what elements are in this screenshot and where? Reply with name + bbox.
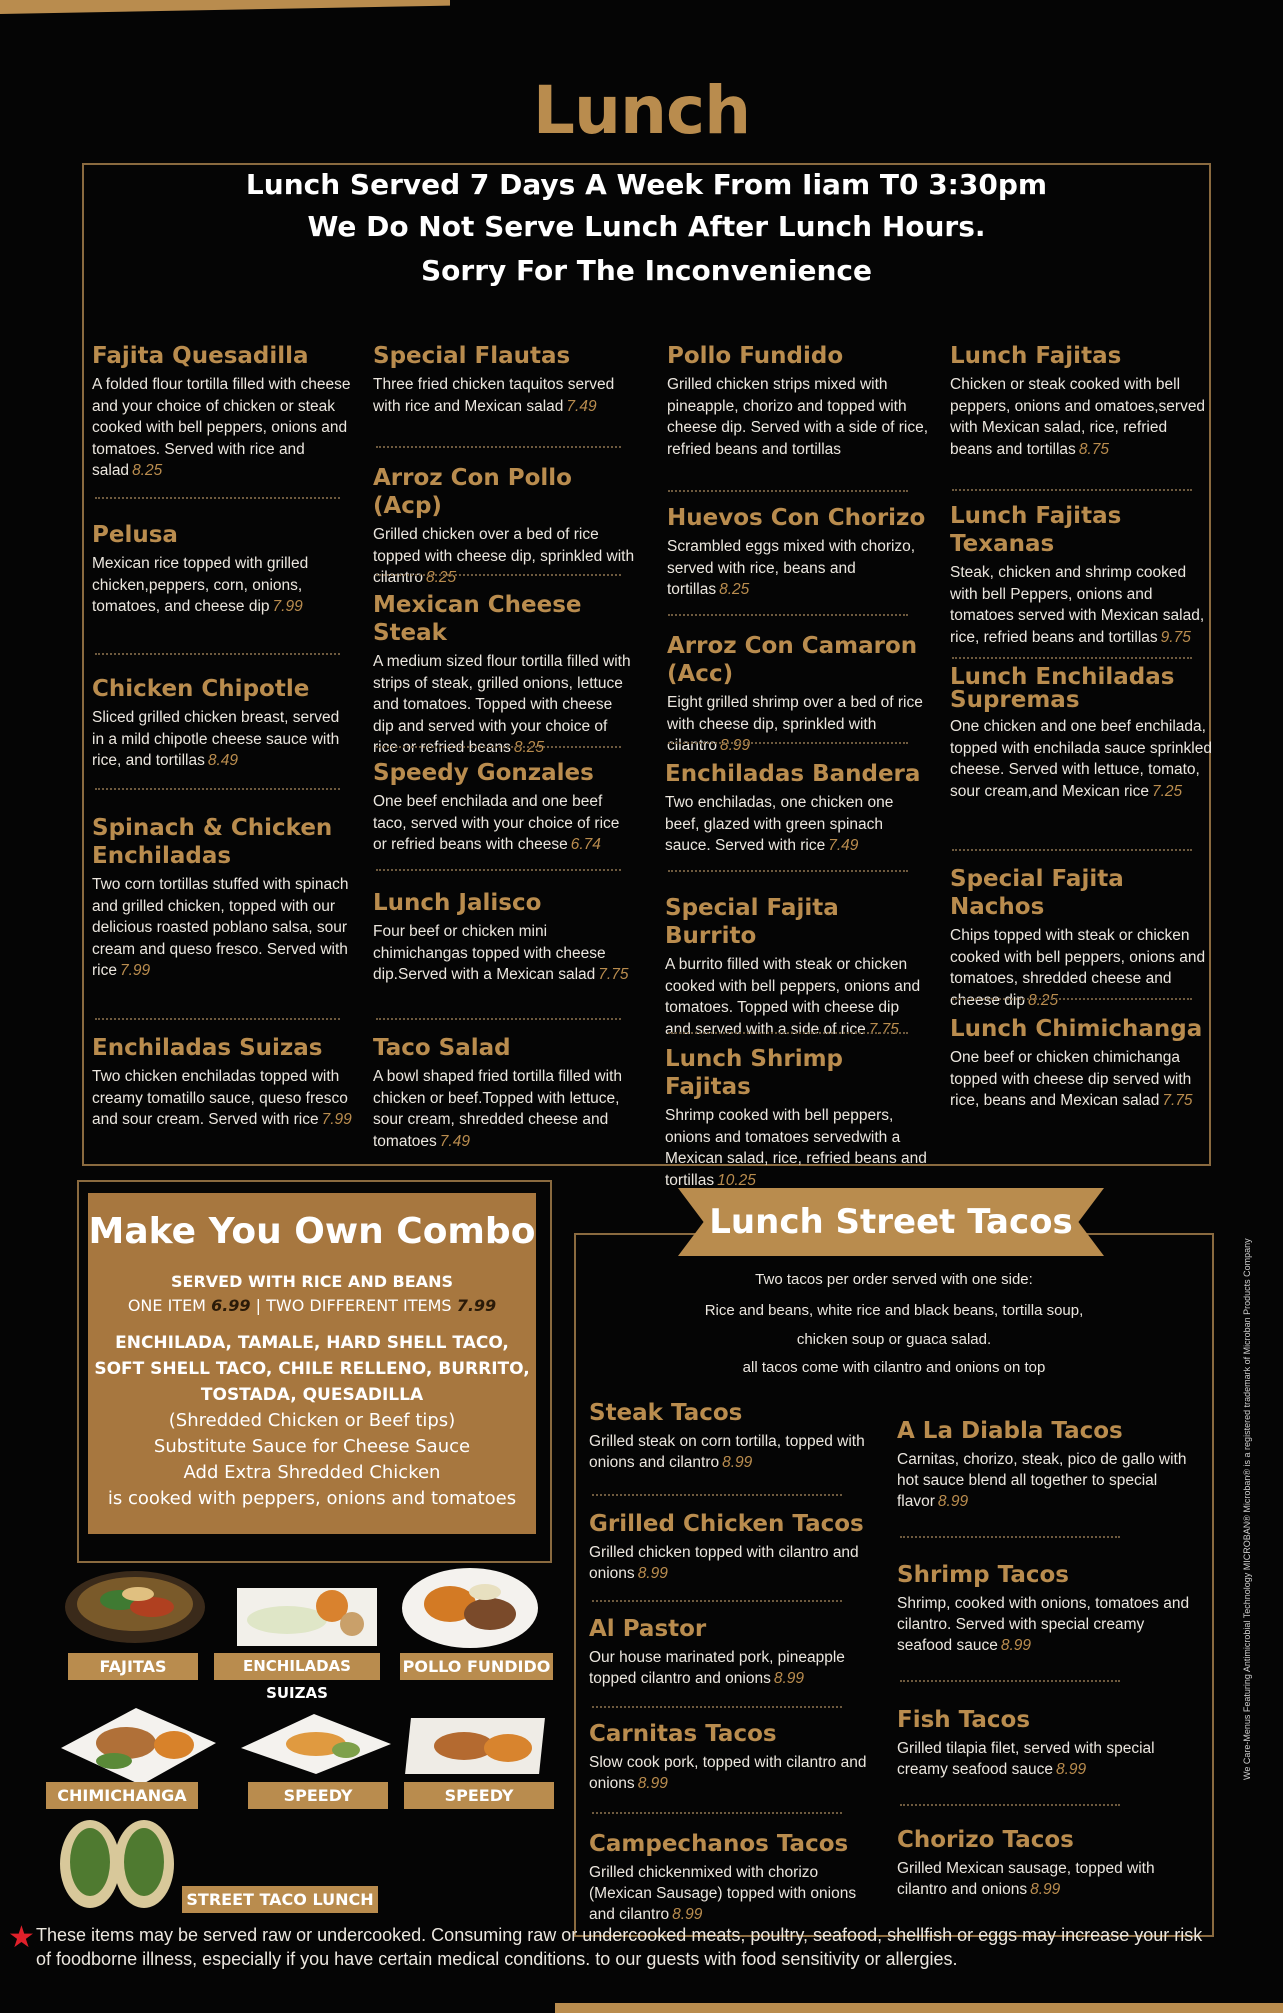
item-name: Arroz Con Pollo (Acp) [373,465,572,519]
divider [668,1032,908,1034]
taco-name: Shrimp Tacos [897,1562,1069,1588]
menu-item [950,342,1212,460]
divider [95,653,340,655]
divider [376,446,621,448]
menu-item [92,342,354,482]
enchiladas-suizas-photo [232,1580,382,1650]
item-name: Enchiladas Bandera [665,761,921,787]
divider [952,849,1192,851]
divider [668,870,908,872]
item-name: Huevos Con Chorizo [667,505,926,531]
taco-item [589,1399,874,1473]
item-desc: Grilled chicken over a bed of rice topped with cheese dip, sprinkled with cilantro 8.25 [373,526,635,586]
item-name: Special Fajita Nachos [950,866,1124,920]
item-name: Pollo Fundido [667,343,844,369]
item-desc: Shrimp cooked with bell peppers, onions and tomatoes servedwith a Mexican salad, rice, refried beans and tortillas 10.25 [665,1107,927,1189]
taco-desc: Grilled Mexican sausage, topped with cilantro and onions 8.99 [897,1860,1155,1898]
taco-item [589,1720,874,1794]
divider [952,657,1192,659]
food-safety-disclaimer: These items may be served raw or undercooked. Consuming raw or undercooked meats, poultry, seafood, shellfish or eggs may increase your risk of foodborne illness, especially if you have certain medical conditions. to our guests with food sensitivity or allergies. [36,1925,1203,1969]
item-desc: Two enchiladas, one chicken one beef, glazed with green spinach sauce. Served with rice 7.49 [665,794,894,854]
menu-item [950,1015,1212,1112]
divider [592,1600,842,1602]
divider [952,998,1192,1000]
combo-title: Make You Own Combo [88,1211,536,1252]
combo-notes: (Shredded Chicken or Beef tips) Substitute Sauce for Cheese Sauce Add Extra Shredded Chicken is cooked with peppers, onions and tomatoes [107,1410,517,1509]
item-desc: A folded flour tortilla filled with cheese and your choice of chicken or steak cooked with bell peppers, onions and tomatoes. Served with rice and salad 8.25 [92,376,351,479]
item-name: Lunch Fajitas Texanas [950,503,1122,557]
fajitas-photo [60,1562,210,1647]
menu-item [92,521,354,618]
item-desc: Two corn tortillas stuffed with spinach and grilled chicken, topped with our delicious roasted poblano salsa, sour cream and queso fresco. Served with rice 7.99 [92,876,349,979]
item-desc: A bowl shaped fried tortilla filled with chicken or beef.Topped with lettuce, sour cream, shredded cheese and tomatoes 7.49 [373,1068,622,1150]
menu-item [665,1045,927,1191]
combo-served: SERVED WITH RICE AND BEANS [171,1272,453,1291]
street-taco-photo [52,1812,182,1912]
item-name: Taco Salad [373,1035,511,1061]
item-desc: Two chicken enchiladas topped with creamy tomatillo sauce, queso fresco and sour cream. Served with rice 7.99 [92,1068,352,1128]
taco-item [589,1510,874,1584]
divider [668,614,908,616]
combo-item-list: ENCHILADA, TAMALE, HARD SHELL TACO, SOFT SHELL TACO, CHILE RELLENO, BURRITO, TOSTADA, QUESADILLA [94,1333,530,1405]
item-name: Speedy Gonzales [373,760,594,786]
notice-line-1: Lunch Served 7 Days A Week From Iiam T0 3:30pm [245,168,1048,201]
divider [900,1536,1120,1538]
taco-desc: Slow cook pork, topped with cilantro and onions 8.99 [589,1754,867,1792]
divider [668,742,908,744]
item-desc: One chicken and one beef enchilada, topped with enchilada sauce sprinkled cheese. Served with lettuce, tomato, sour cream,and Mexican rice 7.25 [950,718,1212,800]
item-desc: Four beef or chicken mini chimichangas topped with cheese dip.Served with a Mexican salad 7.75 [373,923,629,983]
taco-item [589,1830,884,1925]
item-name: Lunch Jalisco [373,890,542,916]
menu-item [665,894,927,1040]
item-desc: Eight grilled shrimp over a bed of rice with cheese dip, sprinkled with cilantro 8.99 [667,694,923,754]
taco-name: Chorizo Tacos [897,1827,1074,1853]
tacos-intro-4: all tacos come with cilantro and onions on top [742,1359,1046,1376]
taco-name: A La Diabla Tacos [897,1418,1123,1444]
divider [376,574,621,576]
menu-item [950,865,1212,1011]
item-name: Lunch Chimichanga [950,1016,1203,1042]
menu-item [373,759,635,856]
divider [592,1812,842,1814]
taco-desc: Carnitas, chorizo, steak, pico de gallo with hot sauce blend all together to special flavor 8.99 [897,1451,1187,1510]
item-desc: One beef enchilada and one beef taco, served with your choice of rice or refried beans with cheese 6.74 [373,793,620,853]
divider [376,869,621,871]
item-desc: A burrito filled with steak or chicken cooked with bell peppers, onions and tomatoes. Topped with cheese dip and served with a side of rice 7.75 [665,956,921,1038]
taco-item [897,1706,1197,1780]
taco-desc: Grilled chicken topped with cilantro and onions 8.99 [589,1544,859,1582]
menu-item [92,675,354,772]
speedy-photo-1 [236,1710,396,1778]
item-desc: Scrambled eggs mixed with chorizo, served with rice, beans and tortillas 8.25 [667,538,916,598]
item-name: Mexican Cheese Steak [373,592,582,646]
microban-note: We Care-Menus Featuring Antimicrobial Technology MICROBAN® Microban® is a registered trademark of Microban Products Company [1242,1238,1252,1780]
bottom-accent-bar [555,2003,1283,2013]
menu-item [667,632,952,757]
item-name: Special Fajita Burrito [665,895,839,949]
menu-item [373,889,635,986]
item-name: Lunch Fajitas [950,343,1122,369]
taco-name: Carnitas Tacos [589,1721,777,1747]
item-desc: Steak, chicken and shrimp cooked with bell Peppers, onions and tomatoes served with Mexican salad, rice, refried beans and tortillas 9.75 [950,564,1205,646]
menu-item [92,814,354,982]
taco-desc: Our house marinated pork, pineapple topped cilantro and onions 8.99 [589,1649,845,1687]
taco-desc: Grilled tilapia filet, served with special creamy seafood sauce 8.99 [897,1740,1155,1778]
menu-item [950,666,1212,802]
combo-prices: ONE ITEM 6.99 | TWO DIFFERENT ITEMS 7.99 [127,1296,497,1315]
menu-item [373,1034,635,1152]
tacos-intro-3: chicken soup or guaca salad. [796,1331,992,1348]
menu-item [950,502,1212,648]
menu-item [667,342,929,460]
menu-item [665,760,927,857]
divider [952,489,1192,491]
menu-item [373,464,635,589]
item-desc: One beef or chicken chimichanga topped with cheese dip served with rice, beans and Mexican salad 7.75 [950,1049,1193,1109]
item-desc: A medium sized flour tortilla filled with strips of steak, grilled onions, lettuce and tomatoes. Topped with cheese dip and served with your choice of rice or refried beans 8.25 [373,653,631,756]
item-desc: Chips topped with steak or chicken cooked with bell peppers, onions and tomatoes, shredded cheese and cheese dip 8.25 [950,927,1206,1009]
photo-label-speedy-1: SPEEDY [248,1782,388,1809]
item-name: Pelusa [92,522,178,548]
photo-label-street-taco-lunch: STREET TACO LUNCH [182,1886,378,1913]
photo-label-pollo-fundido: POLLO FUNDIDO [400,1653,553,1680]
photo-label-enchiladas-suizas: ENCHILADAS SUIZAS [214,1653,380,1680]
star-icon: ★ [8,1920,35,1955]
taco-name: Steak Tacos [589,1400,743,1426]
pollo-fundido-photo [400,1562,540,1650]
photo-label-speedy-2: SPEEDY [404,1782,554,1809]
taco-desc: Shrimp, cooked with onions, tomatoes and cilantro. Served with special creamy seafood sauce 8.99 [897,1595,1190,1654]
divider [668,490,908,492]
menu-item [373,591,635,759]
item-name: Fajita Quesadilla [92,343,309,369]
taco-name: Campechanos Tacos [589,1831,849,1857]
tacos-intro-1: Two tacos per order served with one side: [755,1271,1033,1288]
item-name: Spinach & Chicken Enchiladas [92,815,333,869]
taco-item [897,1826,1197,1900]
divider [592,1706,842,1708]
divider [376,746,621,748]
photo-label-fajitas: FAJITAS [68,1653,198,1680]
street-tacos-title: Lunch Street Tacos [709,1202,1073,1242]
divider [95,788,340,790]
photo-label-chimichanga: CHIMICHANGA [46,1782,198,1809]
taco-desc: Grilled chickenmixed with chorizo (Mexican Sausage) topped with onions and cilantro 8.99 [589,1864,857,1923]
divider [95,1018,340,1020]
item-name: Lunch Shrimp Fajitas [665,1046,844,1100]
taco-name: Grilled Chicken Tacos [589,1511,864,1537]
taco-name: Fish Tacos [897,1707,1031,1733]
top-accent-bar [0,0,450,14]
divider [592,1494,842,1496]
menu-item [92,1034,354,1131]
chimichanga-photo [56,1703,221,1788]
taco-item [589,1615,874,1689]
item-desc: Sliced grilled chicken breast, served in a mild chipotle cheese sauce with rice, and tortillas 8.49 [92,709,340,769]
item-name: Arroz Con Camaron (Acc) [667,633,918,687]
divider [376,1018,621,1020]
taco-desc: Grilled steak on corn tortilla, topped with onions and cilantro 8.99 [589,1433,865,1471]
page-title: Lunch [532,72,751,149]
menu-item [667,504,929,601]
taco-item [897,1561,1197,1656]
speedy-photo-2 [404,1708,554,1778]
item-name: Lunch Enchiladas Supremas [950,664,1175,713]
item-name: Enchiladas Suizas [92,1035,323,1061]
item-desc: Grilled chicken strips mixed with pineapple, chorizo and topped with cheese dip. Served with a side of rice, refried beans and tortillas [667,376,929,458]
taco-item [897,1417,1197,1512]
item-desc: Chicken or steak cooked with bell peppers, onions and omatoes,served with Mexican salad, rice, refried beans and tortillas 8.75 [950,376,1206,458]
combo-panel [88,1193,536,1534]
item-name: Chicken Chipotle [92,676,310,702]
divider [95,497,340,499]
notice-line-2: We Do Not Serve Lunch After Lunch Hours. [307,210,986,243]
item-name: Special Flautas [373,343,571,369]
item-desc: Mexican rice topped with grilled chicken,peppers, corn, onions, tomatoes, and cheese dip 7.99 [92,555,309,615]
divider [900,1804,1120,1806]
taco-name: Al Pastor [589,1616,707,1642]
tacos-intro-2: Rice and beans, white rice and black beans, tortilla soup, [704,1302,1084,1319]
notice-line-3: Sorry For The Inconvenience [421,254,872,287]
item-desc: Three fried chicken taquitos served with rice and Mexican salad 7.49 [373,376,615,415]
divider [900,1680,1120,1682]
menu-item [373,342,635,417]
